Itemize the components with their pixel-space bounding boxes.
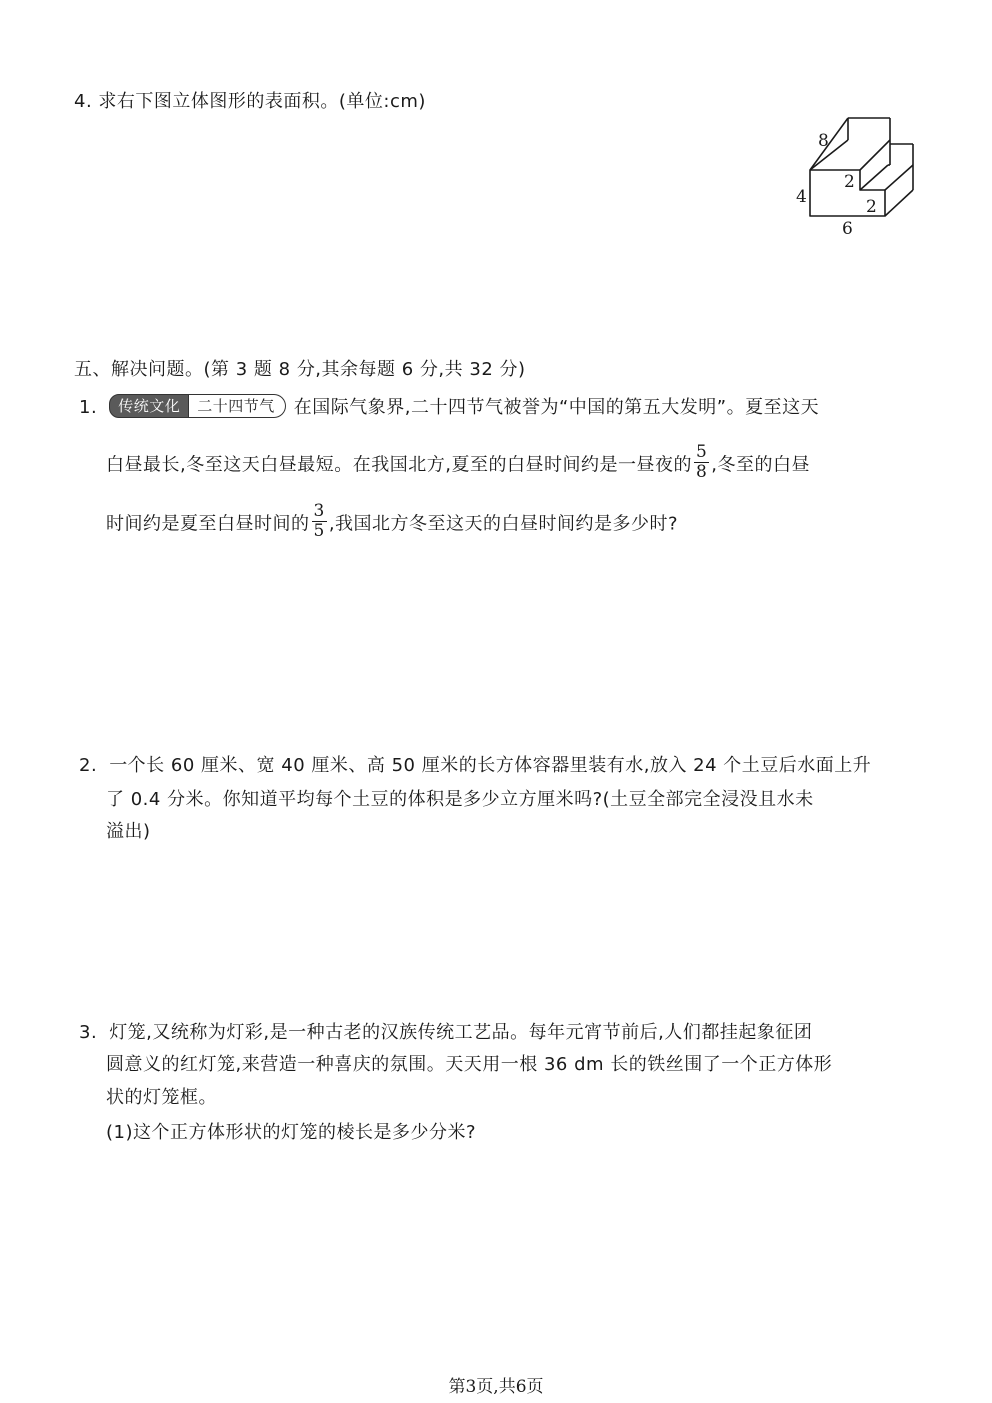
tag-solar-terms: 二十四节气 [189,394,286,418]
fraction-denominator: 8 [695,462,708,482]
problem-1-text-2a: 白昼最长,冬至这天白昼最短。在我国北方,夏至的白昼时间约是一昼夜的 [106,454,692,476]
fraction-numerator: 5 [695,442,708,462]
topic-tag [109,394,286,418]
problem-2-line-3: 溢出) [106,821,151,842]
problem-1-text-2b: ,冬至的白昼 [711,454,811,476]
section-5-title: 五、解决问题。(第 3 题 8 分,其余每题 6 分,共 32 分) [74,359,526,380]
problem-1-text-3b: ,我国北方冬至这天的白昼时间约是多少时? [328,513,679,535]
problem-3-line-2: 圆意义的红灯笼,来营造一种喜庆的氛围。天天用一根 36 dm 长的铁丝围了一个正方体形 [106,1054,833,1075]
problem-1-line-1 [79,396,819,420]
fraction-denominator: 5 [313,521,325,541]
problem-3-sub-1: (1)这个正方体形状的灯笼的棱长是多少分米? [106,1122,477,1143]
problem-3-line-3: 状的灯笼框。 [106,1087,217,1108]
label-step-width: 2 [866,197,877,217]
edge [860,165,888,190]
problem-3-text-1: 灯笼,又统称为灯彩,是一种古老的汉族传统工艺品。每年元宵节前后,人们都挂起象征团 [109,1022,813,1043]
problem-2-line-1 [79,754,871,778]
fraction-3-5 [312,502,327,541]
problem-2-number: 2. [79,755,98,776]
question-4-text: 4. 求右下图立体图形的表面积。(单位:cm) [74,91,426,112]
fraction-5-8 [694,443,709,482]
edge [885,165,913,190]
page-footer: 第3页,共6页 [448,1377,544,1397]
tag-traditional-culture: 传统文化 [109,394,189,418]
label-step-height: 2 [844,172,855,192]
problem-3-number: 3. [79,1022,98,1043]
label-depth: 8 [818,131,829,151]
problem-2-line-2: 了 0.4 分米。你知道平均每个土豆的体积是多少立方厘米吗?(土豆全部完全浸没且水未 [106,789,814,810]
label-width: 6 [842,219,853,239]
problem-3-line-1 [79,1021,812,1045]
problem-1-number: 1. [79,397,98,418]
problem-2-text-1: 一个长 60 厘米、宽 40 厘米、高 50 厘米的长方体容器里装有水,放入 24 个土豆后水面上升 [109,755,872,776]
fraction-numerator: 3 [313,501,325,521]
problem-1-text-3a: 时间约是夏至白昼时间的 [106,513,310,535]
problem-1-line-2 [106,442,811,485]
edge [885,190,913,216]
problem-1-text-1: 在国际气象界,二十四节气被誉为“中国的第五大发明”。夏至这天 [293,397,820,418]
solid-figure-diagram [780,110,930,240]
label-height: 4 [796,187,807,207]
problem-1-line-3 [106,501,679,544]
edge [860,140,890,170]
